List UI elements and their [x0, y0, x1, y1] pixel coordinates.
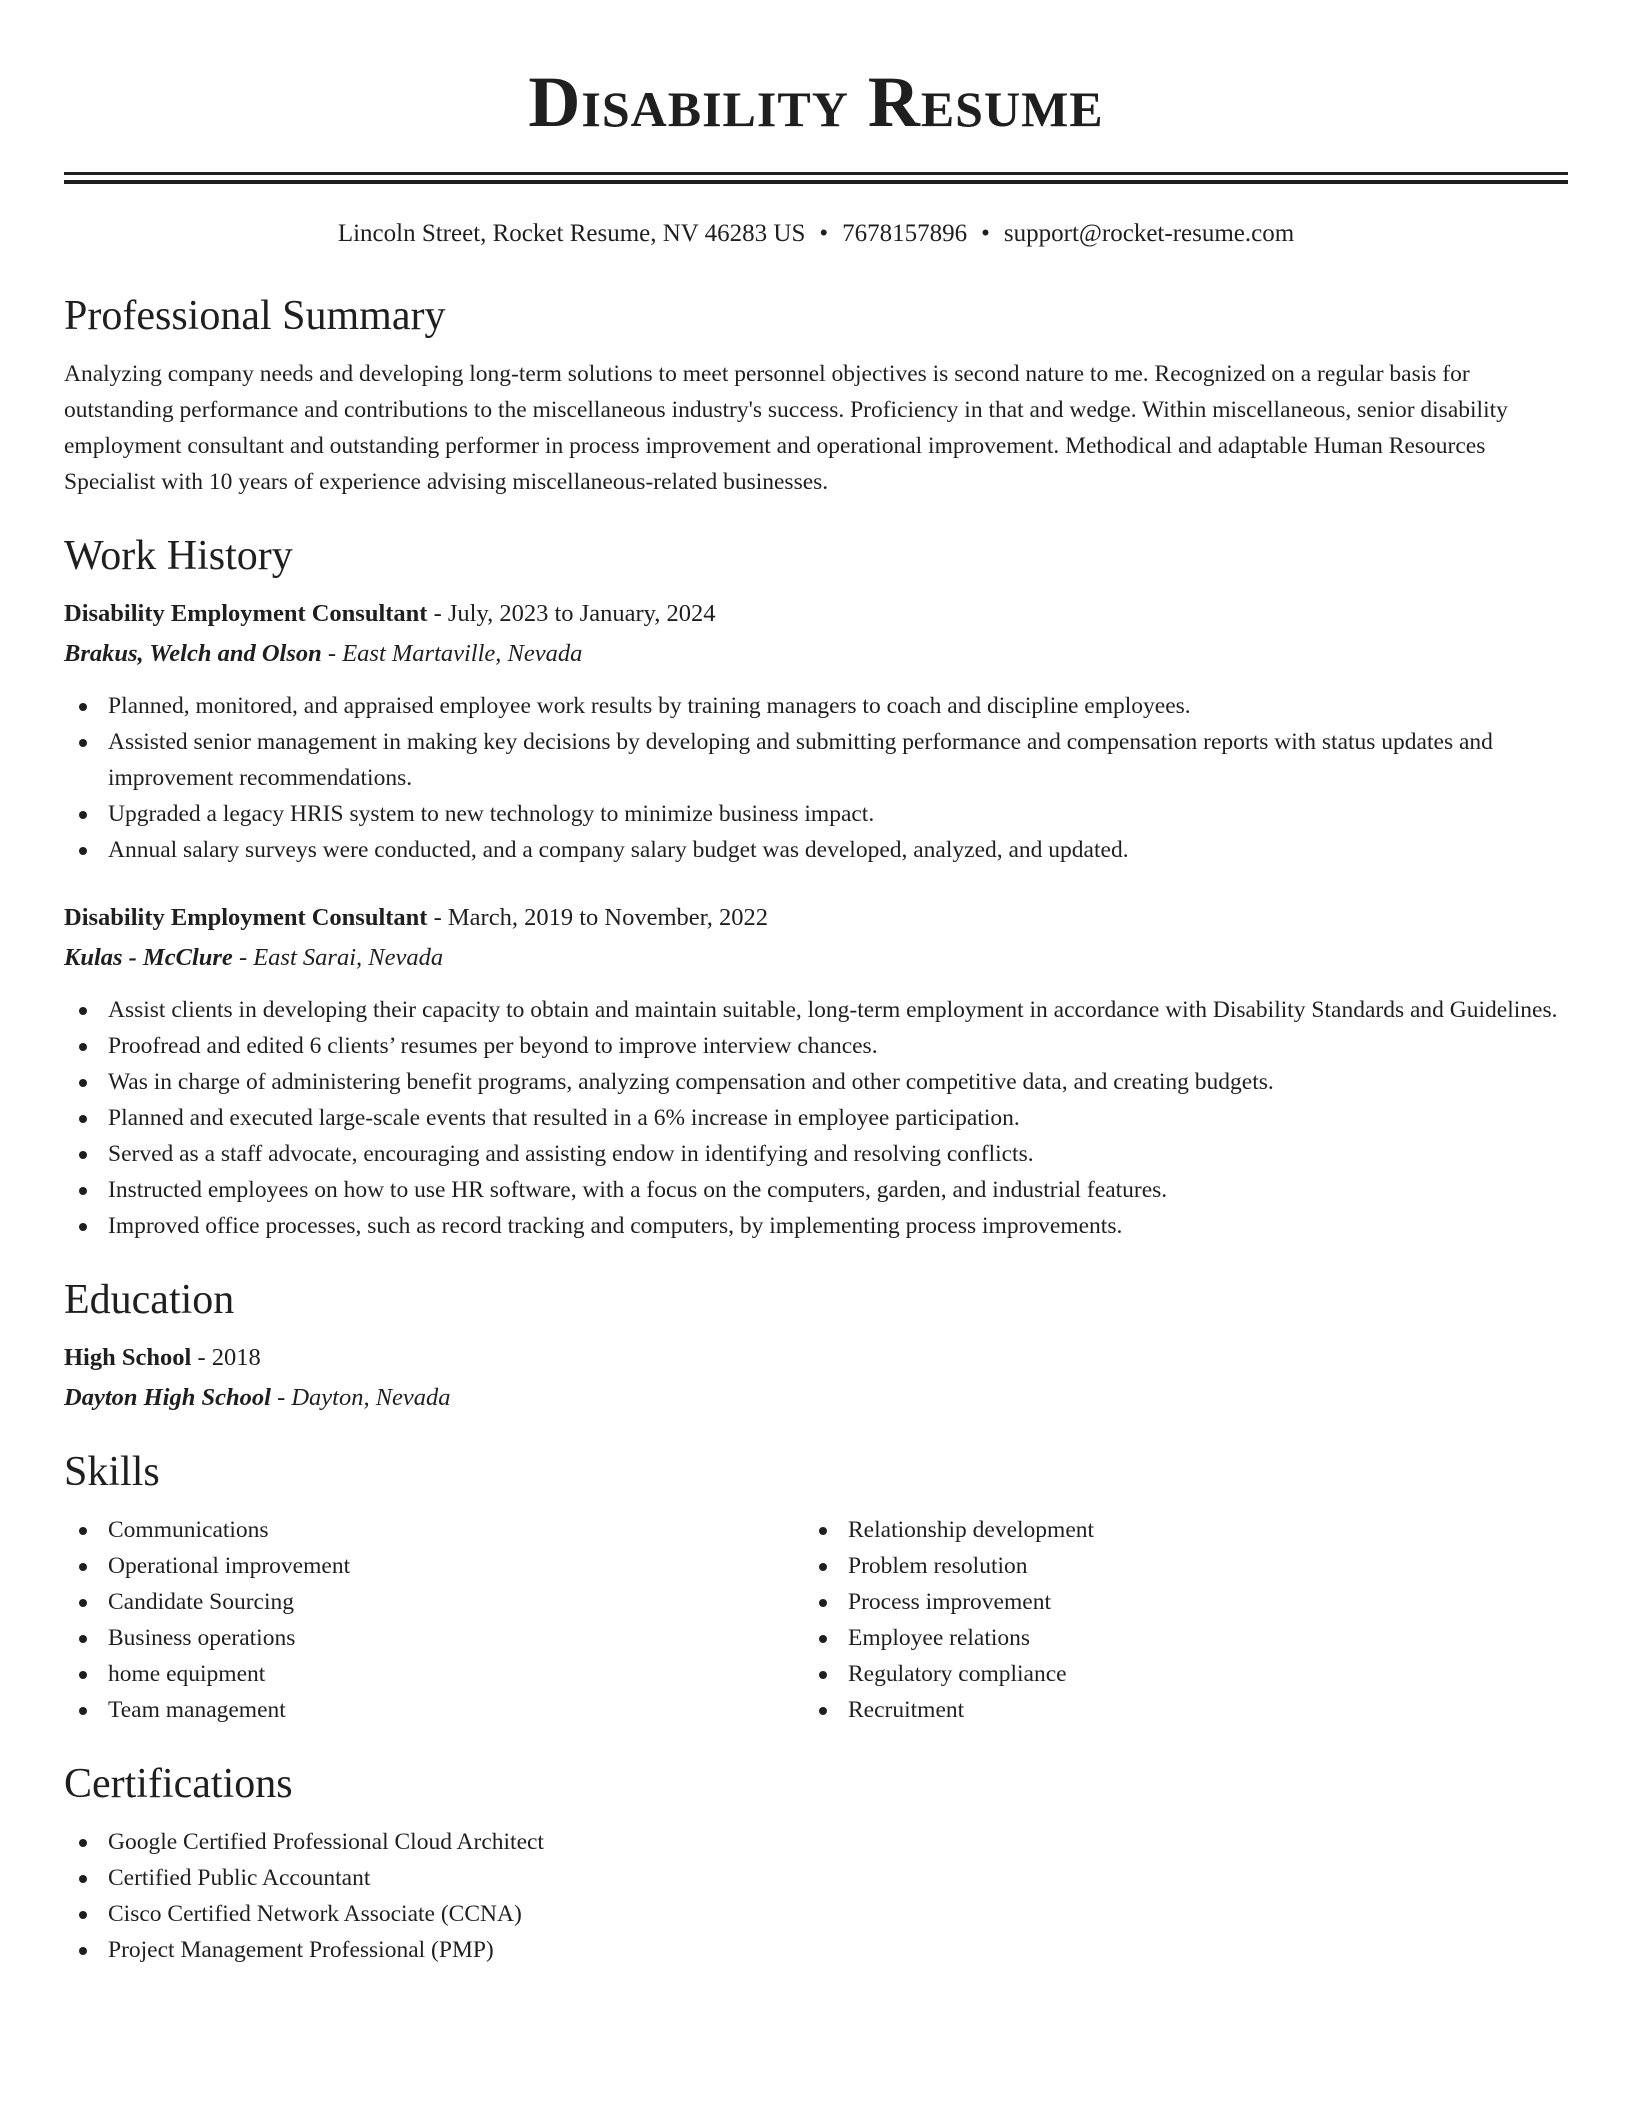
skill-item: Relationship development — [804, 1512, 1544, 1548]
list-item: Upgraded a legacy HRIS system to new technology to minimize business impact. — [64, 796, 1568, 832]
job-location: - East Martaville, Nevada — [321, 640, 583, 667]
skill-item: Business operations — [64, 1620, 804, 1656]
education-year: - 2018 — [191, 1344, 261, 1371]
job-company-line — [64, 940, 1568, 976]
list-item: Instructed employees on how to use HR software, with a focus on the computers, garden, and industrial features. — [64, 1172, 1568, 1208]
list-item: Planned and executed large-scale events that resulted in a 6% increase in employee participation. — [64, 1100, 1568, 1136]
contact-separator: • — [981, 220, 990, 247]
job-title: Disability Employment Consultant — [64, 904, 428, 931]
skill-item: Team management — [64, 1692, 804, 1728]
header-rule-bottom — [64, 180, 1568, 184]
job-company: Kulas - McClure — [64, 944, 233, 971]
list-item: Improved office processes, such as record tracking and computers, by implementing process improvements. — [64, 1208, 1568, 1244]
skill-item: Recruitment — [804, 1692, 1544, 1728]
certification-item: Certified Public Accountant — [64, 1860, 1568, 1896]
contact-phone: 7678157896 — [842, 220, 968, 247]
skill-item: home equipment — [64, 1656, 804, 1692]
job-bullets — [64, 688, 1568, 868]
summary-text: Analyzing company needs and developing long-term solutions to meet personnel objectives is second nature to me. Recognized on a regular basis for outstanding performance and contributions to the miscellaneous industry's success. Proficiency in that and wedge. Within miscellaneous, senior disability employment consultant and outstanding performer in process improvement and operational improvement. Methodical and adaptable Human Resources Specialist with 10 years of experience advising miscellaneous-related businesses. — [64, 361, 1508, 495]
skill-item: Regulatory compliance — [804, 1656, 1544, 1692]
job-title-line — [64, 596, 1568, 632]
job-dates: - March, 2019 to November, 2022 — [427, 904, 769, 931]
skills-column-left — [64, 1512, 804, 1728]
education-degree: High School — [64, 1344, 192, 1371]
skill-item: Communications — [64, 1512, 804, 1548]
certification-item: Google Certified Professional Cloud Architect — [64, 1824, 1568, 1860]
summary-heading: Professional Summary — [64, 293, 446, 339]
resume-name: Disability Resume — [528, 62, 1104, 142]
skill-item: Process improvement — [804, 1584, 1544, 1620]
work-history-heading: Work History — [64, 533, 293, 579]
skill-item: Employee relations — [804, 1620, 1544, 1656]
certification-item: Cisco Certified Network Associate (CCNA) — [64, 1896, 1568, 1932]
education-school: Dayton High School — [64, 1384, 271, 1411]
education-heading: Education — [64, 1277, 235, 1323]
job-company: Brakus, Welch and Olson — [64, 640, 322, 667]
job-title: Disability Employment Consultant — [64, 600, 428, 627]
list-item: Was in charge of administering benefit programs, analyzing compensation and other competitive data, and creating budgets. — [64, 1064, 1568, 1100]
contact-email[interactable]: support@rocket-resume.com — [1003, 220, 1295, 247]
header-rule-top — [64, 172, 1568, 175]
list-item: Annual salary surveys were conducted, and a company salary budget was developed, analyzed, and updated. — [64, 832, 1568, 868]
job-bullets — [64, 992, 1568, 1244]
job-title-line — [64, 900, 1568, 936]
list-item: Assisted senior management in making key decisions by developing and submitting performance and compensation reports with status updates and improvement recommendations. — [64, 724, 1568, 796]
certifications-list — [64, 1824, 1568, 1968]
list-item: Served as a staff advocate, encouraging and assisting endow in identifying and resolving conflicts. — [64, 1136, 1568, 1172]
skill-item: Problem resolution — [804, 1548, 1544, 1584]
education-degree-line — [64, 1340, 1568, 1376]
list-item: Assist clients in developing their capacity to obtain and maintain suitable, long-term employment in accordance with Disability Standards and Guidelines. — [64, 992, 1568, 1028]
certification-item: Project Management Professional (PMP) — [64, 1932, 1568, 1968]
list-item: Planned, monitored, and appraised employee work results by training managers to coach and discipline employees. — [64, 688, 1568, 724]
certifications-heading: Certifications — [64, 1761, 293, 1807]
contact-address: Lincoln Street, Rocket Resume, NV 46283 US — [337, 220, 806, 247]
skill-item: Candidate Sourcing — [64, 1584, 804, 1620]
skills-column-right — [804, 1512, 1544, 1728]
skill-item: Operational improvement — [64, 1548, 804, 1584]
skills-list — [64, 1512, 1568, 1728]
education-location: - Dayton, Nevada — [270, 1384, 451, 1411]
skills-heading: Skills — [64, 1449, 160, 1495]
education-school-line — [64, 1380, 1568, 1416]
list-item: Proofread and edited 6 clients’ resumes per beyond to improve interview chances. — [64, 1028, 1568, 1064]
job-dates: - July, 2023 to January, 2024 — [427, 600, 716, 627]
contact-separator: • — [819, 220, 829, 247]
contact-line — [64, 218, 1568, 250]
job-location: - East Sarai, Nevada — [232, 944, 444, 971]
job-company-line — [64, 636, 1568, 672]
